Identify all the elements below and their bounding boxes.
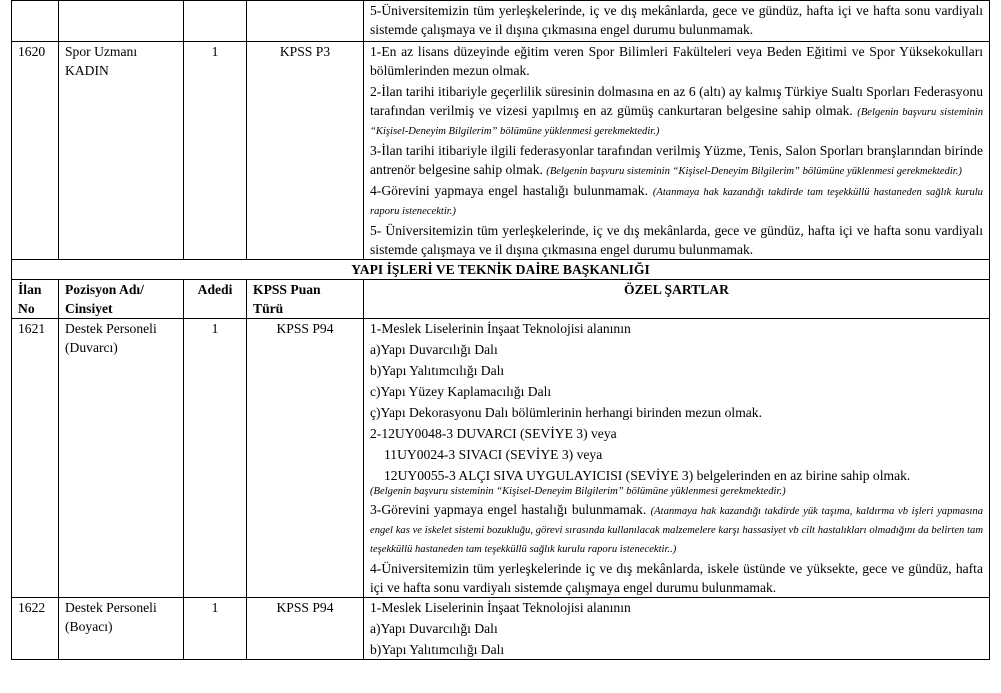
cell-kpss: KPSS P94: [247, 319, 364, 598]
cell-requirements: [364, 319, 990, 598]
position-detail: (Boyacı): [65, 619, 113, 634]
cell-no: 1620: [12, 42, 59, 260]
position-gender: KADIN: [65, 63, 109, 78]
cell-requirements: [364, 1, 990, 42]
header-no-line: No: [18, 301, 35, 316]
requirement-note: (Belgenin başvuru sisteminin “Kişisel-Deneyim Bilgilerim” bölümüne yüklenmesi gerekmektedir.): [370, 486, 786, 497]
header-position-line: Pozisyon Adı/: [65, 282, 144, 297]
position-detail: (Duvarcı): [65, 340, 118, 355]
requirement-text: 5- Üniversitemizin tüm yerleşkelerinde, iç ve dış mekânlarda, gece ve gündüz, hafta içi ve hafta sonu vardiyalı sistemde çalışmaya ve il dışına çıkmasına engel durumu bulunmamak.: [370, 223, 983, 257]
cell-no: 1621: [12, 319, 59, 598]
requirement-subitem: a)Yapı Duvarcılığı Dalı: [370, 342, 498, 357]
header-no: [12, 280, 59, 319]
cell-count: [184, 1, 247, 42]
cell-requirements: [364, 42, 990, 260]
header-kpss: [247, 280, 364, 319]
requirement-main: 4-Görevini yapmaya engel hastalığı bulunmamak.: [370, 183, 648, 198]
cell-no: 1622: [12, 598, 59, 660]
table-row-1622: [12, 598, 990, 660]
header-no-line: İlan: [18, 282, 42, 297]
section-title: YAPI İŞLERİ VE TEKNİK DAİRE BAŞKANLIĞI: [12, 260, 990, 280]
cell-position: [59, 319, 184, 598]
requirement-note: (Atanmaya hak kazandığı takdirde tam teşekküllü hastaneden sağlık kurulu raporu istenecektir.): [370, 187, 983, 217]
table-row-1621: [12, 319, 990, 598]
requirement-subitem: ç)Yapı Dekorasyonu Dalı bölümlerinin herhangi birinden mezun olmak.: [370, 405, 762, 420]
requirement-text: 1-Meslek Liselerinin İnşaat Teknolojisi alanının: [370, 600, 631, 615]
requirement-text: [370, 82, 983, 139]
header-count: Adedi: [184, 280, 247, 319]
requirement-subitem: 11UY0024-3 SIVACI (SEVİYE 3) veya: [384, 447, 603, 462]
header-kpss-line: KPSS Puan: [253, 282, 321, 297]
requirement-subitem: c)Yapı Yüzey Kaplamacılığı Dalı: [370, 384, 552, 399]
table-header-row: [12, 280, 990, 319]
cell-count: 1: [184, 598, 247, 660]
position-name: Destek Personeli: [65, 321, 157, 336]
requirement-subitem: b)Yapı Yalıtımcılığı Dalı: [370, 363, 505, 378]
cell-kpss: [247, 1, 364, 42]
cell-position: [59, 598, 184, 660]
header-position-line: Cinsiyet: [65, 301, 113, 316]
section-heading-row: [12, 260, 990, 280]
requirement-main: 2-İlan tarihi itibariyle geçerlilik süresinin dolmasına en az 6 (altı) ay kalmış Türkiye Sualtı Sporları Federasyonu tarafından verilmiş ve vizesi yapılmış en az gümüş cankurtaran belgesine sahip olmak.: [370, 84, 983, 118]
cell-position: [59, 1, 184, 42]
requirement-note: (Atanmaya hak kazandığı takdirde yük taşıma, kaldırma vb işleri yapmasına engel kas ve iskelet sistemi bozukluğu, görevi sırasında kullanılacak malzemelere karşı hassasiyet vb cilt hastalıkları olmadığını da belirten tam teşekküllü hastaneden tam teşekküllü sağlık kurulu raporu istenecektir..): [370, 506, 983, 555]
requirement-text: 2-12UY0048-3 DUVARCI (SEVİYE 3) veya: [370, 426, 617, 441]
requirement-main: 3-İlan tarihi itibariyle ilgili federasyonlar tarafından verilmiş Yüzme, Tenis, Salon Sporları branşlarından birinde antrenör belgesine sahip olmak.: [370, 143, 983, 177]
requirement-text: [370, 500, 983, 557]
requirement-subitem: 12UY0055-3 ALÇI SIVA UYGULAYICISI (SEVİYE 3) belgelerinden en az birine sahip olmak.: [384, 468, 911, 483]
header-kpss-line: Türü: [253, 301, 284, 316]
position-name: Destek Personeli: [65, 600, 157, 615]
cell-requirements: [364, 598, 990, 660]
cell-kpss: KPSS P94: [247, 598, 364, 660]
header-position: [59, 280, 184, 319]
cell-position: [59, 42, 184, 260]
requirement-note: (Belgenin başvuru sisteminin “Kişisel-Deneyim Bilgilerim” bölümüne yüklenmesi gerekmektedir.): [546, 166, 962, 177]
header-requirements: ÖZEL ŞARTLAR: [364, 280, 990, 319]
requirement-subitem: a)Yapı Duvarcılığı Dalı: [370, 621, 498, 636]
requirement-text: [370, 181, 983, 219]
requirement-main: 3-Görevini yapmaya engel hastalığı bulunmamak.: [370, 502, 647, 517]
requirement-note: (Belgenin başvuru sisteminin “Kişisel-Deneyim Bilgilerim” bölümüne yüklenmesi gerekmektedir.): [370, 107, 984, 137]
requirement-text: [370, 141, 983, 179]
requirement-text: 1-En az lisans düzeyinde eğitim veren Spor Bilimleri Fakülteleri veya Beden Eğitimi ve Spor Yüksekokulları bölümlerinden mezun olmak.: [370, 44, 983, 78]
requirement-subitem: b)Yapı Yalıtımcılığı Dalı: [370, 642, 505, 657]
requirement-text: 5-Üniversitemizin tüm yerleşkelerinde, iç ve dış mekânlarda, gece ve gündüz, hafta içi ve hafta sonu vardiyalı sistemde çalışmaya ve il dışına çıkmasına engel durumu bulunmamak.: [370, 3, 983, 37]
requirement-text: 1-Meslek Liselerinin İnşaat Teknolojisi alanının: [370, 321, 631, 336]
requirement-text: 4-Üniversitemizin tüm yerleşkelerinde iç ve dış mekânlarda, iskele üstünde ve yüksekte, gece ve gündüz, hafta içi ve hafta sonu vardiyalı sistemde çalışmaya engel durumu bulunmamak.: [370, 561, 983, 595]
job-listing-table: [11, 0, 990, 660]
position-name: Spor Uzmanı: [65, 44, 138, 59]
cell-count: 1: [184, 319, 247, 598]
cell-no: [12, 1, 59, 42]
cell-kpss: KPSS P3: [247, 42, 364, 260]
table-row-previous: [12, 1, 990, 42]
cell-count: 1: [184, 42, 247, 260]
table-row-1620: [12, 42, 990, 260]
